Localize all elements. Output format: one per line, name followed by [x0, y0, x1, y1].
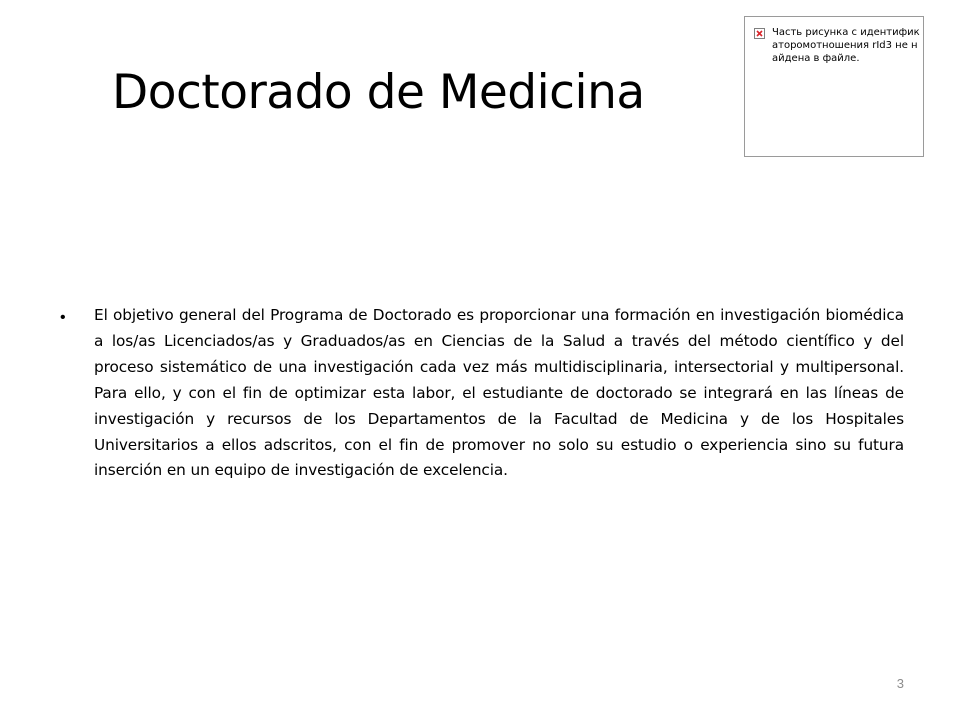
bullet-list — [60, 303, 904, 484]
list-item — [60, 303, 904, 484]
slide-title: Doctorado de Medicina — [112, 65, 645, 120]
bullet-marker: • — [60, 309, 66, 326]
page-number: 3 — [896, 676, 904, 691]
broken-image-red-x-icon — [754, 28, 765, 39]
bullet-text: El objetivo general del Programa de Doctorado es proporcionar una formación en investigación biomédica a los/as Licenciados/as y Graduados/as en Ciencias de la Salud a través del método científico y del proceso sistemático de una investigación cada vez más multidisciplinaria, intersectorial y multipersonal. Para ello, y con el fin de optimizar esta labor, el estudiante de doctorado se integrará en las líneas de investigación y recursos de los Departamentos de la Facultad de Medicina y de los Hospitales Universitarios a ellos adscritos, con el fin de promover no solo su estudio o experiencia sino su futura inserción en un equipo de investigación de excelencia. — [94, 306, 904, 480]
missing-image-message: Часть рисунка с идентификаторомотношения rId3 не найдена в файле. — [772, 27, 920, 64]
missing-image-placeholder — [744, 16, 924, 157]
